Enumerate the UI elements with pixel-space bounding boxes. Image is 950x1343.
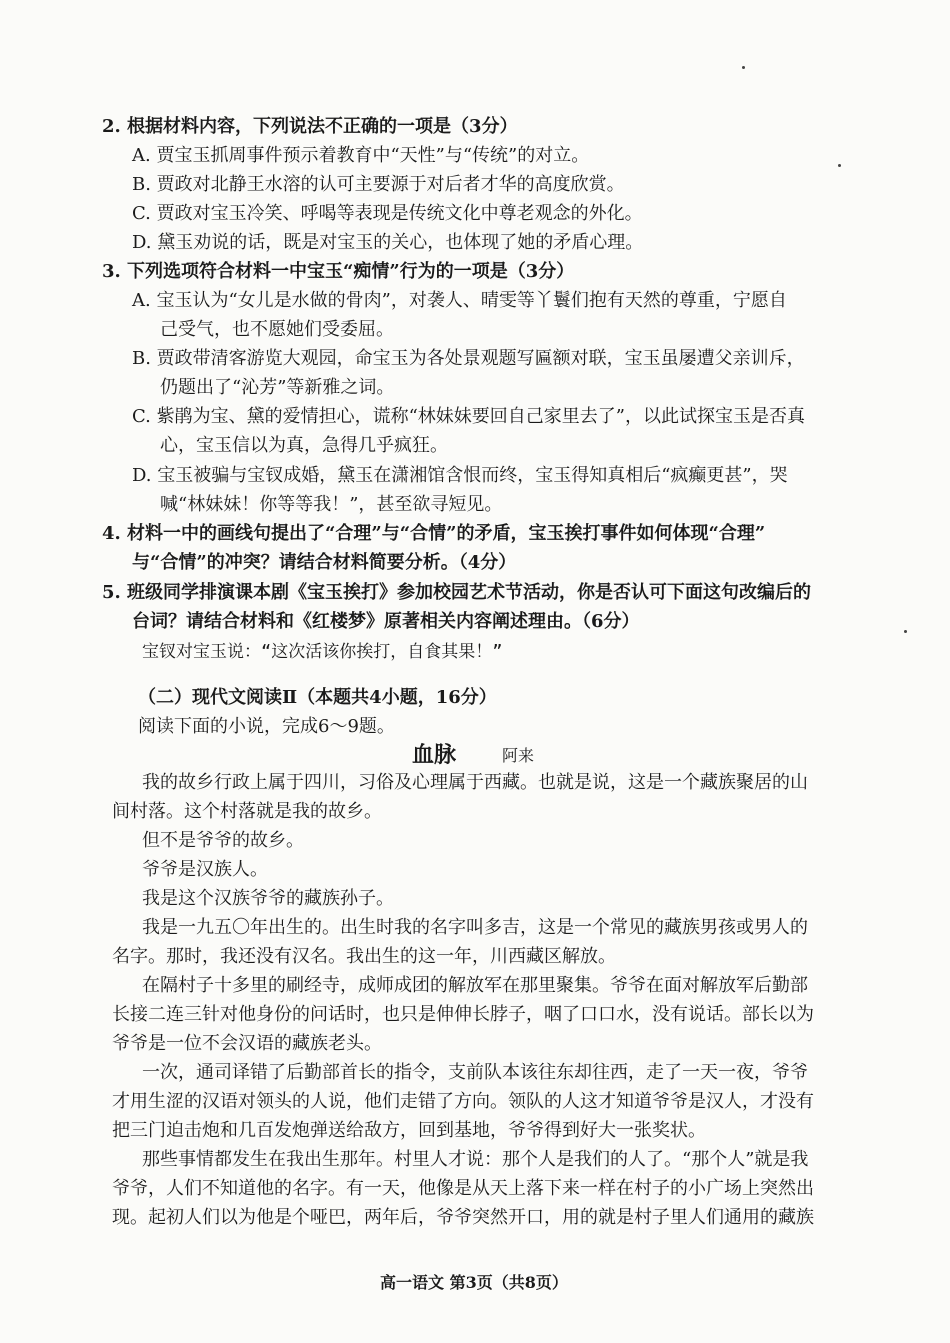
story-line: 一次，通司译错了后勤部首长的指令，支前队本该往东却往西，走了一天一夜，爷爷 bbox=[142, 1062, 808, 1083]
story-title: 血脉 bbox=[412, 742, 457, 768]
story-line: 爷爷，人们不知道他的名字。有一天，他像是从天上落下来一样在村子的小广场上突然出 bbox=[112, 1178, 814, 1199]
q2-option-a: A. 贾宝玉抓周事件预示着教育中“天性”与“传统”的对立。 bbox=[132, 145, 590, 166]
q3-option-d-line2: 喊“林妹妹！你等等我！”，甚至欲寻短见。 bbox=[160, 494, 503, 515]
q4-line2: 与“合情”的冲突？请结合材料简要分析。（4分） bbox=[132, 552, 517, 573]
story-line: 爷爷是汉族人。 bbox=[142, 859, 268, 880]
q3-option-d-line1: D. 宝玉被骗与宝钗成婚，黛玉在潇湘馆含恨而终，宝玉得知真相后“疯癫更甚”，哭 bbox=[132, 465, 788, 486]
q2-option-c: C. 贾政对宝玉冷笑、呼喝等表现是传统文化中尊老观念的外化。 bbox=[132, 203, 643, 224]
story-line: 在隔村子十多里的刷经寺，成师成团的解放军在那里聚集。爷爷在面对解放军后勤部 bbox=[142, 975, 808, 996]
q3-stem: 3. 下列选项符合材料一中宝玉“痴情”行为的一项是（3分） bbox=[102, 261, 575, 282]
q5-quote: 宝钗对宝玉说：“这次活该你挨打，自食其果！” bbox=[142, 642, 503, 662]
story-line: 把三门迫击炮和几百发炮弹送给敌方，回到基地，爷爷得到好大一张奖状。 bbox=[112, 1120, 706, 1141]
q4-line1: 4. 材料一中的画线句提出了“合理”与“合情”的矛盾，宝玉挨打事件如何体现“合理” bbox=[102, 523, 766, 544]
story-line: 但不是爷爷的故乡。 bbox=[142, 830, 304, 851]
story-author: 阿来 bbox=[502, 746, 535, 765]
story-line: 长接二连三针对他身份的问话时，也只是伸伸长脖子，咽了口口水，没有说话。部长以为 bbox=[112, 1004, 814, 1025]
scan-speck bbox=[904, 630, 907, 633]
story-line: 才用生涩的汉语对领头的人说，他们走错了方向。领队的人这才知道爷爷是汉人，才没有 bbox=[112, 1091, 814, 1112]
story-line: 爷爷是一位不会汉语的藏族老头。 bbox=[112, 1033, 382, 1054]
q3-option-b-line2: 仍题出了“沁芳”等新雅之词。 bbox=[160, 377, 395, 398]
story-line: 那些事情都发生在我出生那年。村里人才说：那个人是我们的人了。“那个人”就是我 bbox=[142, 1149, 809, 1170]
story-line: 我是这个汉族爷爷的藏族孙子。 bbox=[142, 888, 394, 909]
scan-speck bbox=[742, 66, 745, 69]
section-heading: （二）现代文阅读Ⅱ（本题共4小题，16分） bbox=[138, 687, 497, 708]
story-line: 间村落。这个村落就是我的故乡。 bbox=[112, 801, 382, 822]
page-footer: 高一语文 第3页（共8页） bbox=[380, 1273, 568, 1292]
q3-option-a-line1: A. 宝玉认为“女儿是水做的骨肉”，对袭人、晴雯等丫鬟们抱有天然的尊重，宁愿自 bbox=[132, 290, 787, 311]
story-line: 名字。那时，我还没有汉名。我出生的这一年，川西藏区解放。 bbox=[112, 946, 616, 967]
q2-option-d: D. 黛玉劝说的话，既是对宝玉的关心，也体现了她的矛盾心理。 bbox=[132, 232, 644, 253]
q3-option-a-line2: 己受气，也不愿她们受委屈。 bbox=[160, 319, 394, 340]
q3-option-c-line1: C. 紫鹃为宝、黛的爱情担心，谎称“林妹妹要回自己家里去了”，以此试探宝玉是否真 bbox=[132, 406, 805, 427]
q5-line1: 5. 班级同学排演课本剧《宝玉挨打》参加校园艺术节活动，你是否认可下面这句改编后的 bbox=[102, 582, 812, 603]
q2-stem: 2. 根据材料内容，下列说法不正确的一项是（3分） bbox=[102, 116, 518, 137]
q5-line2: 台词？请结合材料和《红楼梦》原著相关内容阐述理由。（6分） bbox=[132, 611, 640, 632]
story-line: 我是一九五〇年出生的。出生时我的名字叫多吉，这是一个常见的藏族男孩或男人的 bbox=[142, 917, 808, 938]
q3-option-b-line1: B. 贾政带清客游览大观园，命宝玉为各处景观题写匾额对联，宝玉虽屡遭父亲训斥， bbox=[132, 348, 805, 369]
story-line: 现。起初人们以为他是个哑巴，两年后，爷爷突然开口，用的就是村子里人们通用的藏族 bbox=[112, 1207, 814, 1228]
section-instruction: 阅读下面的小说，完成6～9题。 bbox=[138, 716, 395, 737]
q3-option-c-line2: 心，宝玉信以为真，急得几乎疯狂。 bbox=[160, 435, 448, 456]
scan-speck bbox=[838, 164, 841, 167]
q2-option-b: B. 贾政对北静王水溶的认可主要源于对后者才华的高度欣赏。 bbox=[132, 174, 625, 195]
story-line: 我的故乡行政上属于四川，习俗及心理属于西藏。也就是说，这是一个藏族聚居的山 bbox=[142, 772, 808, 793]
